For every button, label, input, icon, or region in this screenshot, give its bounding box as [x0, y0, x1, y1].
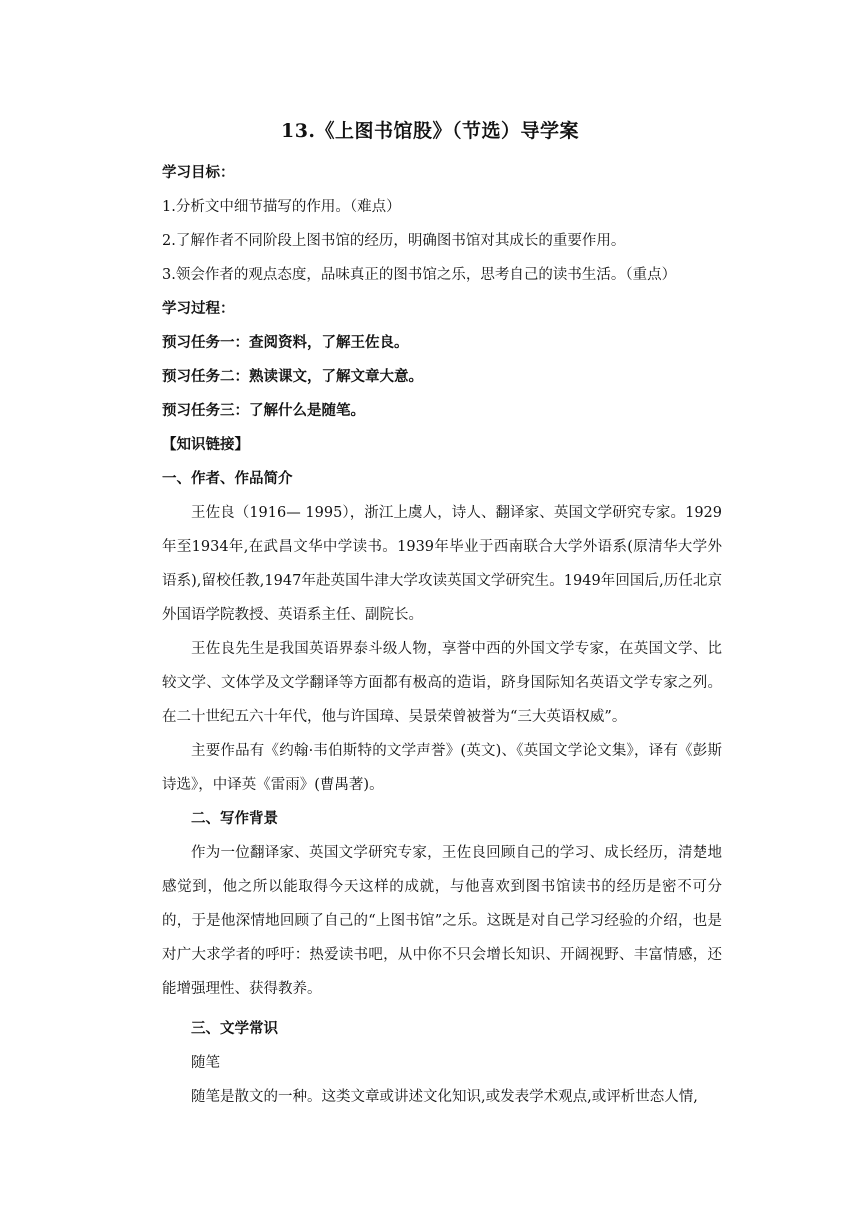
objectives-heading: 学习目标：	[162, 164, 235, 181]
author-works-paragraph: 主要作品有《约翰·韦伯斯特的文学声誉》(英文)、《英国文学论文集》，译有《彭斯诗选》，中译英《雷雨》(曹禺著)。	[162, 743, 722, 793]
section-author-heading: 一、作者、作品简介	[162, 470, 293, 487]
knowledge-link-heading: 【知识链接】	[162, 436, 249, 453]
page-title: 13.《上图书馆股》（节选）导学案	[280, 120, 580, 142]
essay-subheading: 随笔	[191, 1055, 220, 1071]
section-literary-heading: 三、文学常识	[191, 1020, 278, 1037]
background-paragraph: 作为一位翻译家、英国文学研究专家，王佐良回顾自己的学习、成长经历，清楚地感觉到，他之所以能取得今天这样的成就，与他喜欢到图书馆读书的经历是密不可分的，于是他深情地回顾了自己的“上图书馆”之乐。这既是对自己学习经验的介绍，也是对广大求学者的呼吁：热爱读书吧，从中你不只会增长知识、开阔视野、丰富情感，还能增强理性、获得教养。	[162, 845, 722, 997]
section-background-heading: 二、写作背景	[191, 810, 278, 827]
objective-item-1: 1.分析文中细节描写的作用。（难点）	[162, 199, 401, 215]
objective-item-2: 2.了解作者不同阶段上图书馆的经历，明确图书馆对其成长的重要作用。	[162, 233, 626, 249]
author-bio-paragraph: 王佐良（1916— 1995），浙江上虞人，诗人、翻译家、英国文学研究专家。1929年至1934年,在武昌文华中学读书。1939年毕业于西南联合大学外语系(原清华大学外语系),留校任教,1947年赴英国牛津大学攻读英国文学研究生。1949年回国后,历任北京外国语学院教授、英语系主任、副院长。	[162, 505, 722, 623]
preview-task-2: 预习任务二：熟读课文，了解文章大意。	[162, 368, 423, 385]
author-achievement-paragraph: 王佐良先生是我国英语界泰斗级人物，享誉中西的外国文学专家，在英国文学、比较文学、文体学及文学翻译等方面都有极高的造诣，跻身国际知名英语文学专家之列。在二十世纪五六十年代，他与许国璋、吴景荣曾被誉为“三大英语权威”。	[162, 641, 722, 725]
process-heading: 学习过程：	[162, 300, 235, 317]
objective-item-3: 3.领会作者的观点态度，品味真正的图书馆之乐，思考自己的读书生活。（重点）	[162, 267, 677, 283]
preview-task-3: 预习任务三：了解什么是随笔。	[162, 402, 365, 419]
preview-task-1: 预习任务一：查阅资料，了解王佐良。	[162, 334, 409, 351]
essay-definition-paragraph: 随笔是散文的一种。这类文章或讲述文化知识,或发表学术观点,或评析世态人情,	[191, 1089, 698, 1105]
document-body	[162, 156, 722, 1114]
